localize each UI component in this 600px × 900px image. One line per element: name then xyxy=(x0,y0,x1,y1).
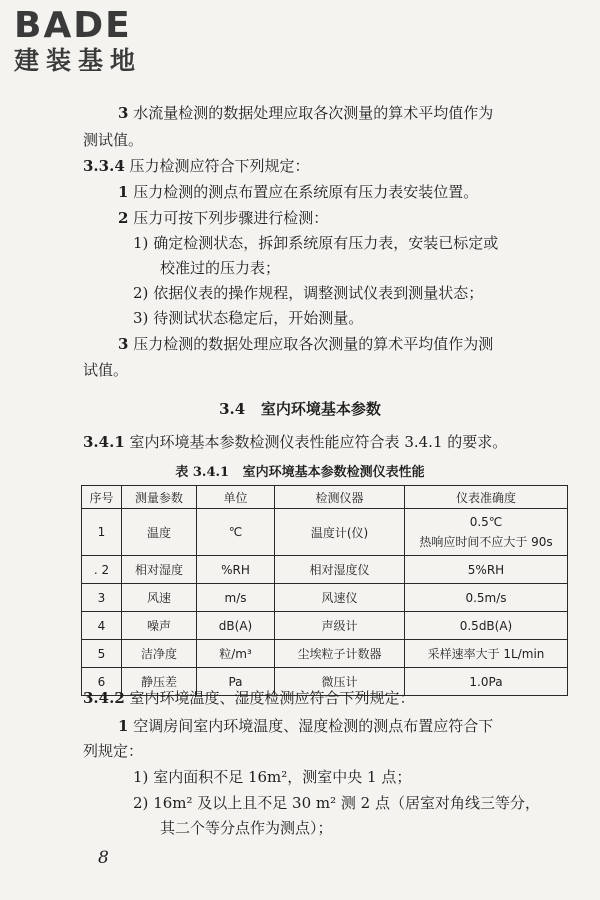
logo-subtitle: 建装基地 xyxy=(14,46,143,75)
cell-instrument: 温度计(仪) xyxy=(275,509,405,556)
step-2 xyxy=(133,283,483,303)
cell-no: 3 xyxy=(82,584,122,612)
cell-unit: m/s xyxy=(197,584,275,612)
step-1-line2: 校准过的压力表； xyxy=(160,259,281,277)
page-number: 8 xyxy=(98,848,109,868)
cell-param: 洁净度 xyxy=(122,640,197,668)
header-instrument: 检测仪器 xyxy=(275,486,405,509)
clause-3-4-2-item1-line1 xyxy=(118,716,493,736)
header-no: 序号 xyxy=(82,486,122,509)
header-param: 测量参数 xyxy=(122,486,197,509)
item-number: 1 xyxy=(118,183,129,201)
step-number: 1) xyxy=(133,234,149,252)
item-number: 3 xyxy=(118,104,129,122)
clause-text: 室内环境温度、湿度检测应符合下列规定： xyxy=(129,689,415,707)
step-3 xyxy=(133,308,363,328)
cell-instrument: 微压计 xyxy=(275,668,405,696)
clause-number: 3.3.4 xyxy=(83,157,125,175)
clause-number: 3.4.1 xyxy=(83,433,125,451)
table-header-row xyxy=(82,486,568,509)
table-caption xyxy=(0,461,600,480)
clause-text: 室内环境基本参数检测仪表性能应符合表 3.4.1 的要求。 xyxy=(129,433,508,451)
cell-param: 相对湿度 xyxy=(122,556,197,584)
cell-accuracy: 5%RH xyxy=(405,556,568,584)
cell-instrument: 声级计 xyxy=(275,612,405,640)
section-heading xyxy=(0,398,600,419)
bade-logo xyxy=(14,6,184,76)
header-unit: 单位 xyxy=(197,486,275,509)
cell-unit: Pa xyxy=(197,668,275,696)
step-text: 确定检测状态，拆卸系统原有压力表，安装已标定或 xyxy=(153,234,499,252)
step-text: 室内面积不足 16m²，测室中央 1 点； xyxy=(153,768,412,786)
item-number: 1 xyxy=(118,717,129,735)
clause-3-4-2 xyxy=(83,688,415,708)
clause-3-4-2-item1-line2: 列规定： xyxy=(83,742,144,760)
cell-accuracy: 0.5m/s xyxy=(405,584,568,612)
clause-3-3-4-item1 xyxy=(118,182,478,202)
step-number: 3) xyxy=(133,309,149,327)
step-number: 1) xyxy=(133,768,149,786)
clause-3-3-4-item2 xyxy=(118,208,328,228)
cell-accuracy xyxy=(405,509,568,556)
item-number: 3 xyxy=(118,335,129,353)
cell-no: 4 xyxy=(82,612,122,640)
item-number: 2 xyxy=(118,209,129,227)
table-number: 表 3.4.1 xyxy=(175,465,230,480)
item-text: 水流量检测的数据处理应取各次测量的算术平均值作为 xyxy=(133,104,494,122)
cell-accuracy: 采样速率大于 1L/min xyxy=(405,640,568,668)
clause-3-3-4-item3-line2: 试值。 xyxy=(83,361,129,379)
cell-accuracy: 1.0Pa xyxy=(405,668,568,696)
step-text: 依据仪表的操作规程，调整测试仪表到测量状态； xyxy=(153,284,484,302)
accuracy-value: 0.5℃ xyxy=(469,514,503,529)
step-number: 2) xyxy=(133,794,149,812)
cell-param: 温度 xyxy=(122,509,197,556)
item-text: 空调房间室内环境温度、湿度检测的测点布置应符合下 xyxy=(133,717,494,735)
subpoint-1 xyxy=(133,767,411,787)
instrument-performance-table xyxy=(81,485,568,696)
clause-3-3-4-item3-line1 xyxy=(118,334,493,354)
cell-no: 6 xyxy=(82,668,122,696)
cell-param: 噪声 xyxy=(122,612,197,640)
section-title: 室内环境基本参数 xyxy=(260,400,381,418)
clause-3-3-4 xyxy=(83,156,310,176)
cell-no: 5 xyxy=(82,640,122,668)
item-3-line1 xyxy=(118,103,493,123)
subpoint-2-line1 xyxy=(133,793,540,813)
cell-no: 1 xyxy=(82,509,122,556)
cell-accuracy: 0.5dB(A) xyxy=(405,612,568,640)
table-row xyxy=(82,640,568,668)
table-row xyxy=(82,584,568,612)
cell-unit: ℃ xyxy=(197,509,275,556)
cell-unit: dB(A) xyxy=(197,612,275,640)
section-number: 3.4 xyxy=(219,400,246,418)
subpoint-2-line2: 其二个等分点作为测点）； xyxy=(160,819,333,837)
item-text: 压力检测的数据处理应取各次测量的算术平均值作为测 xyxy=(133,335,494,353)
step-text: 待测试状态稳定后，开始测量。 xyxy=(153,309,364,327)
cell-instrument: 相对湿度仪 xyxy=(275,556,405,584)
cell-param: 风速 xyxy=(122,584,197,612)
table-row xyxy=(82,556,568,584)
accuracy-note: 热响应时间不应大于 90s xyxy=(419,534,553,549)
table-title: 室内环境基本参数检测仪表性能 xyxy=(242,465,425,480)
item-text: 压力可按下列步骤进行检测： xyxy=(133,209,329,227)
item-3-line2: 测试值。 xyxy=(83,131,144,149)
cell-instrument: 风速仪 xyxy=(275,584,405,612)
table-row xyxy=(82,509,568,556)
cell-unit: 粒/m³ xyxy=(197,640,275,668)
header-accuracy: 仪表准确度 xyxy=(405,486,568,509)
table-row xyxy=(82,612,568,640)
step-number: 2) xyxy=(133,284,149,302)
cell-param: 静压差 xyxy=(122,668,197,696)
logo-wordmark: BADE xyxy=(14,5,132,46)
clause-number: 3.4.2 xyxy=(83,689,125,707)
cell-unit: %RH xyxy=(197,556,275,584)
item-text: 压力检测的测点布置应在系统原有压力表安装位置。 xyxy=(133,183,479,201)
clause-text: 压力检测应符合下列规定： xyxy=(129,157,310,175)
step-1-line1 xyxy=(133,233,498,253)
clause-3-4-1 xyxy=(83,432,507,452)
cell-no: . 2 xyxy=(82,556,122,584)
cell-instrument: 尘埃粒子计数器 xyxy=(275,640,405,668)
step-text: 16m² 及以上且不足 30 m² 测 2 点（居室对角线三等分， xyxy=(153,794,540,812)
